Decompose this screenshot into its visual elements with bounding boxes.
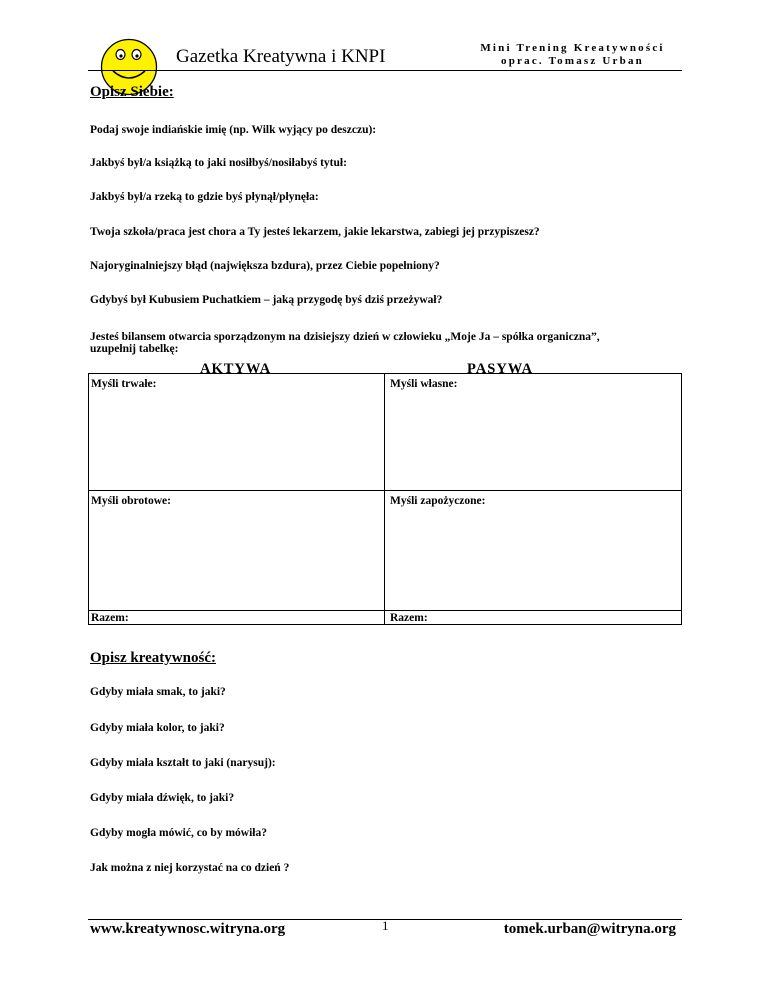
cell-own-thoughts: Myśli własne: bbox=[390, 378, 458, 390]
balance-table-row-line bbox=[88, 610, 682, 611]
balance-table-divider bbox=[384, 373, 385, 625]
footer-email-link[interactable]: tomek.urban@witryna.org bbox=[503, 921, 676, 937]
question-taste: Gdyby miała smak, to jaki? bbox=[90, 686, 226, 698]
question-daily-use: Jak można z niej korzystać na co dzień ? bbox=[90, 862, 290, 874]
section-title-describe-yourself: Opisz Siebie: bbox=[90, 84, 174, 100]
question-speak: Gdyby mogła mówić, co by mówiła? bbox=[90, 827, 267, 839]
question-balance-sheet bbox=[90, 331, 690, 355]
training-title: Mini Trening Kreatywności bbox=[480, 42, 665, 54]
cell-fixed-thoughts: Myśli trwałe: bbox=[91, 378, 157, 390]
question-biggest-mistake: Najoryginalniejszy błąd (największa bzdura), przez Ciebie popełniony? bbox=[90, 260, 440, 272]
page-number: 1 bbox=[382, 918, 389, 933]
balance-table bbox=[88, 373, 682, 625]
question-book-title: Jakbyś był/a książką to jaki nosiłbyś/nosiłabyś tytuł: bbox=[90, 157, 347, 169]
question-balance-sheet-line2: uzupełnij tabelkę: bbox=[90, 343, 179, 355]
footer-website-link[interactable]: www.kreatywnosc.witryna.org bbox=[90, 921, 286, 937]
question-river: Jakbyś był/a rzeką to gdzie byś płynął/płynęła: bbox=[90, 191, 319, 203]
question-winnie-the-pooh: Gdybyś był Kubusiem Puchatkiem – jaką przygodę byś dziś przeżywał? bbox=[90, 294, 443, 306]
newsletter-title: Gazetka Kreatywna i KNPI bbox=[176, 46, 386, 67]
question-indian-name: Podaj swoje indiańskie imię (np. Wilk wyjący po deszczu): bbox=[90, 124, 377, 136]
header-subtitle bbox=[470, 42, 675, 68]
question-balance-sheet-line1: Jesteś bilansem otwarcia sporządzonym na dzisiejszy dzień w człowieku „Moje Ja – spółka organiczna”, bbox=[90, 331, 600, 343]
balance-table-row-line bbox=[88, 490, 682, 491]
question-doctor: Twoja szkoła/praca jest chora a Ty jesteś lekarzem, jakie lekarstwa, zabiegi jej przypiszesz? bbox=[90, 226, 540, 238]
question-shape: Gdyby miała kształt to jaki (narysuj): bbox=[90, 757, 276, 769]
assets-header: AKTYWA bbox=[200, 361, 272, 377]
cell-total-assets: Razem: bbox=[91, 612, 129, 624]
header-rule bbox=[88, 70, 682, 71]
question-sound: Gdyby miała dźwięk, to jaki? bbox=[90, 792, 235, 804]
cell-current-thoughts: Myśli obrotowe: bbox=[91, 495, 171, 507]
liabilities-header: PASYWA bbox=[467, 361, 534, 377]
question-color: Gdyby miała kolor, to jaki? bbox=[90, 722, 225, 734]
author-credit: oprac. Tomasz Urban bbox=[501, 55, 644, 67]
cell-total-liabilities: Razem: bbox=[390, 612, 428, 624]
section-title-describe-creativity: Opisz kreatywność: bbox=[90, 650, 216, 666]
cell-borrowed-thoughts: Myśli zapożyczone: bbox=[390, 495, 486, 507]
